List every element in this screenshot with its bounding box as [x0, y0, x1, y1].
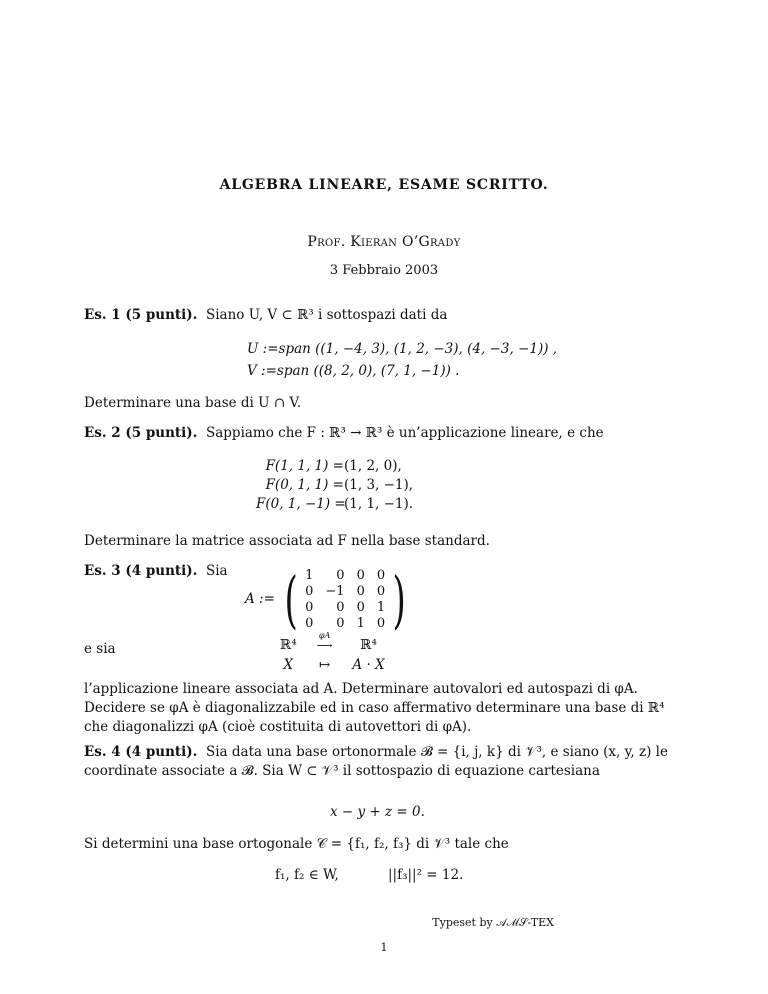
exercise-2-label: Es. 2 (5 punti).	[84, 425, 198, 441]
matrix-cell: 0	[356, 600, 365, 615]
matrix-cell: 0	[336, 568, 345, 583]
left-paren: (	[284, 563, 298, 636]
equation-lhs: F(1, 1, 1) =	[265, 458, 344, 474]
exercise-2-equations	[256, 457, 413, 514]
map-arrow: φA ⟶	[316, 631, 333, 653]
exercise-1-task: Determinare una base di U ∩ V.	[84, 395, 302, 411]
map-codomain: ℝ⁴	[360, 637, 377, 654]
equation-rhs: (1, 3, −1),	[344, 477, 414, 493]
exercise-2-intro-text: Sappiamo che F : ℝ³ → ℝ³ è un’applicazione lineare, e che	[205, 425, 604, 441]
exercise-3-label: Es. 3 (4 punti).	[84, 563, 198, 579]
matrix-cell: 0	[305, 616, 314, 631]
equation-rhs: (1, 1, −1).	[344, 496, 414, 512]
matrix-cell: 0	[376, 616, 386, 631]
map-x: X	[283, 657, 294, 674]
matrix-cell: 0	[336, 600, 345, 615]
date: 3 Febbraio 2003	[329, 263, 439, 278]
map-arrow-label: φA	[318, 631, 331, 640]
matrix-cell: 0	[376, 584, 386, 599]
equation-rhs: (1, 2, 0),	[344, 458, 402, 474]
matrix-cell: 0	[356, 584, 365, 599]
exercise-4-equation: x − y + z = 0.	[330, 804, 425, 820]
matrix-label: A :=	[245, 591, 275, 608]
exercise-2-intro	[84, 424, 684, 443]
matrix-cell: 0	[305, 600, 314, 615]
exercise-4-condition-2: ||f₃||² = 12.	[388, 867, 464, 883]
exercise-4-condition-1: f₁, f₂ ∈ W,	[275, 867, 339, 883]
exercise-3-text: l’applicazione lineare associata ad A. Determinare autovalori ed autospazi di φA. Decidere se φA è diagonalizzabile ed in caso affermativo determinare una base di ℝ⁴ che diagonalizzi φA (cioè costituita di autovettori di φA).	[84, 681, 665, 736]
exercise-3-and: e sia	[84, 641, 116, 657]
map-to-icon: ↦	[318, 657, 331, 674]
exercise-3-intro-text: Sia	[205, 563, 228, 579]
typeset-note: Typeset by 𝒜ℳ𝒮-TEX	[432, 916, 554, 929]
matrix-cell: 1	[376, 600, 386, 615]
map-domain: ℝ⁴	[280, 637, 297, 654]
exercise-1-intro-text: Siano U, V ⊂ ℝ³ i sottospazi dati da	[205, 307, 448, 323]
exercise-4-intro-text: Sia data una base ortonormale 𝓑 = {i, j, k} di 𝒱³, e siano (x, y, z) le coordinate associate a 𝓑. Sia W ⊂ 𝒱³ il sottospazio di equazione cartesiana	[84, 744, 668, 780]
matrix-cell: 0	[376, 568, 386, 583]
equation-lhs: F(0, 1, −1) =	[256, 496, 346, 512]
exercise-1-equation-u: U :=span ((1, −4, 3), (1, 2, −3), (4, −3, −1)) ,	[247, 341, 558, 357]
exercise-1-label: Es. 1 (5 punti).	[84, 307, 198, 323]
matrix-cell: 0	[305, 584, 314, 599]
linear-map-diagram	[270, 631, 395, 676]
matrix-cell: 1	[305, 568, 314, 583]
exercise-4-intro	[84, 743, 684, 781]
map-ax: A · X	[352, 657, 385, 674]
matrix-cell: 0	[356, 568, 365, 583]
page-number: 1	[380, 941, 388, 954]
exercise-1-intro	[84, 306, 684, 325]
matrix-cell: 0	[336, 616, 345, 631]
document-title: ALGEBRA LINEARE, ESAME SCRITTO.	[219, 177, 549, 193]
exercise-2-task: Determinare la matrice associata ad F nella base standard.	[84, 533, 490, 549]
equation-lhs: F(0, 1, 1) =	[265, 477, 344, 493]
matrix-table	[299, 568, 391, 632]
matrix-cell: 1	[356, 616, 365, 631]
right-paren: )	[392, 563, 406, 636]
author: Prof. Kieran O’Grady	[307, 234, 461, 250]
matrix-cell: −1	[325, 584, 345, 599]
exercise-1-equation-v: V :=span ((8, 2, 0), (7, 1, −1)) .	[247, 363, 460, 379]
exercise-4-label: Es. 4 (4 punti).	[84, 744, 198, 760]
exercise-4-task: Si determini una base ortogonale 𝒞 = {f₁, f₂, f₃} di 𝒱³ tale che	[84, 836, 509, 852]
